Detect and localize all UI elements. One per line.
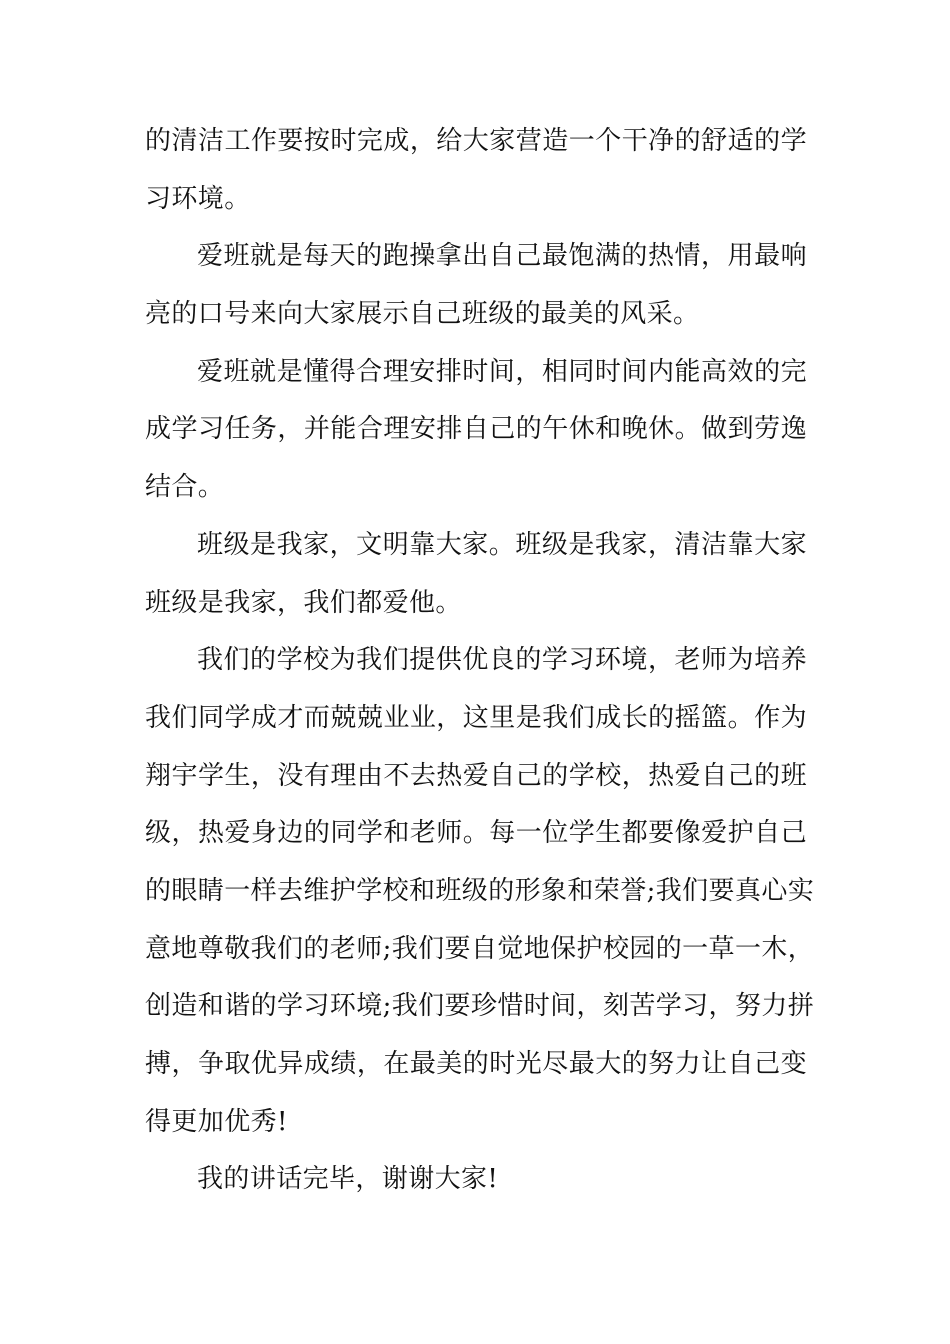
text-line: 亮的口号来向大家展示自己班级的最美的风采。 (145, 299, 700, 330)
text-line: 我们的学校为我们提供优良的学习环境，老师为培养 (197, 645, 807, 676)
text-line: 结合。 (145, 472, 225, 503)
text-line: 的清洁工作要按时完成，给大家营造一个干净的舒适的学 (145, 126, 807, 156)
text-line: 习环境。 (145, 183, 251, 214)
text-line: 爱班就是懂得合理安排时间，相同时间内能高效的完 (197, 356, 807, 387)
text-line: 我们同学成才而兢兢业业，这里是我们成长的摇篮。作为 (145, 702, 807, 733)
text-line: 得更加优秀! (145, 1106, 288, 1137)
text-line: 成学习任务，并能合理安排自己的午休和晚休。做到劳逸 (145, 414, 807, 445)
text-line: 意地尊敬我们的老师;我们要自觉地保护校园的一草一木， (145, 933, 815, 964)
text-line: 班级是我家，文明靠大家。班级是我家，清洁靠大家 (197, 529, 807, 560)
text-line: 创造和谐的学习环境;我们要珍惜时间，刻苦学习，努力拼 (145, 991, 815, 1022)
text-line: 翔宇学生，没有理由不去热爱自己的学校，热爱自己的班 (145, 760, 807, 791)
document-body (145, 113, 815, 1209)
text-line: 搏，争取优异成绩，在最美的时光尽最大的努力让自己变 (145, 1049, 807, 1079)
text-line: 爱班就是每天的跑操拿出自己最饱满的热情，用最响 (197, 241, 807, 272)
text-line: 班级是我家，我们都爱他。 (145, 587, 462, 618)
text-line: 级，热爱身边的同学和老师。每一位学生都要像爱护自己 (145, 818, 807, 849)
text-line: 的眼睛一样去维护学校和班级的形象和荣誉;我们要真心实 (145, 875, 815, 906)
text-line: 我的讲话完毕，谢谢大家! (197, 1164, 499, 1195)
